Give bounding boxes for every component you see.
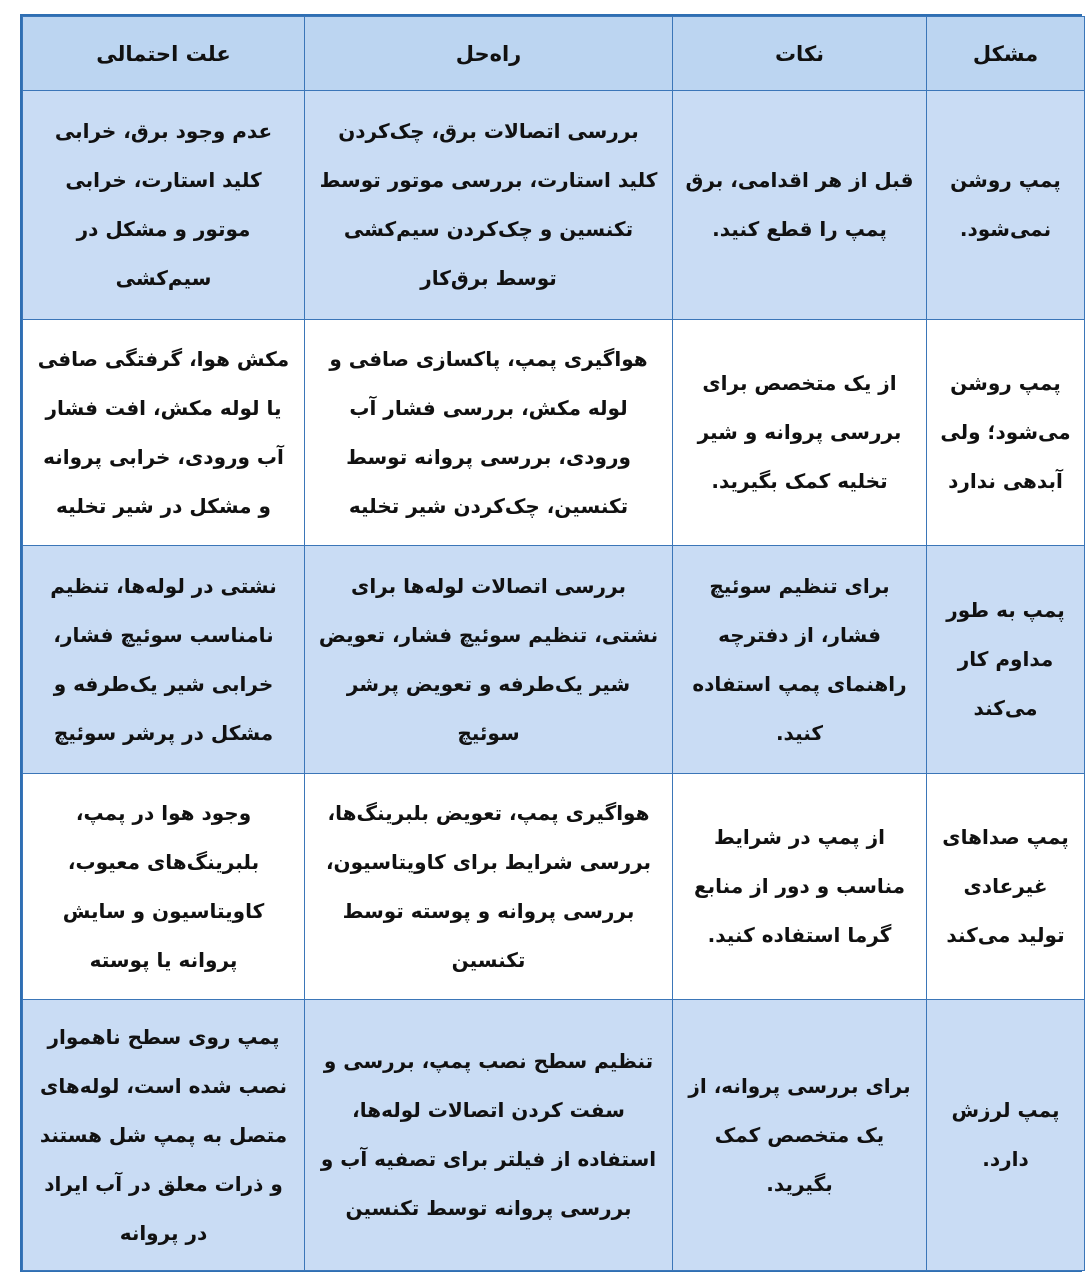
cell-solution: تنظیم سطح نصب پمپ، بررسی و سفت کردن اتصالات لوله‌ها، استفاده از فیلتر برای تصفیه آب و بررسی پروانه توسط تکنسین [305, 1000, 673, 1271]
table-row [23, 320, 1085, 546]
cell-solution: هواگیری پمپ، پاکسازی صافی و لوله مکش، بررسی فشار آب ورودی، بررسی پروانه توسط تکنسین، چک‌کردن شیر تخلیه [305, 320, 673, 546]
header-cause: علت احتمالی [23, 17, 305, 91]
table-row [23, 1000, 1085, 1271]
cell-solution: بررسی اتصالات لوله‌ها برای نشتی، تنظیم سوئیچ فشار، تعویض شیر یک‌طرفه و تعویض پرشر سوئیچ [305, 546, 673, 774]
cell-problem: پمپ صداهای غیرعادی تولید می‌کند [927, 774, 1085, 1000]
table-header-row [23, 17, 1085, 91]
table-row [23, 91, 1085, 320]
cell-solution: هواگیری پمپ، تعویض بلبرینگ‌ها، بررسی شرایط برای کاویتاسیون، بررسی پروانه و پوسته توسط تکنسین [305, 774, 673, 1000]
cell-solution: بررسی اتصالات برق، چک‌کردن کلید استارت، بررسی موتور توسط تکنسین و چک‌کردن سیم‌کشی توسط برق‌کار [305, 91, 673, 320]
cell-problem: پمپ روشن نمی‌شود. [927, 91, 1085, 320]
cell-cause: وجود هوا در پمپ، بلبرینگ‌های معیوب، کاویتاسیون و سایش پروانه یا پوسته [23, 774, 305, 1000]
table-row [23, 774, 1085, 1000]
cell-notes: برای بررسی پروانه، از یک متخصص کمک بگیرید. [673, 1000, 927, 1271]
troubleshooting-table-container [20, 14, 1082, 1272]
cell-problem: پمپ لرزش دارد. [927, 1000, 1085, 1271]
troubleshooting-table [22, 16, 1085, 1271]
cell-cause: عدم وجود برق، خرابی کلید استارت، خرابی موتور و مشکل در سیم‌کشی [23, 91, 305, 320]
cell-cause: مکش هوا، گرفتگی صافی یا لوله مکش، افت فشار آب ورودی، خرابی پروانه و مشکل در شیر تخلیه [23, 320, 305, 546]
cell-problem: پمپ روشن می‌شود؛ ولی آبدهی ندارد [927, 320, 1085, 546]
header-problem: مشکل [927, 17, 1085, 91]
header-solution: راه‌حل [305, 17, 673, 91]
cell-notes: از پمپ در شرایط مناسب و دور از منابع گرما استفاده کنید. [673, 774, 927, 1000]
cell-notes: برای تنظیم سوئیچ فشار، از دفترچه راهنمای پمپ استفاده کنید. [673, 546, 927, 774]
table-row [23, 546, 1085, 774]
header-notes: نکات [673, 17, 927, 91]
cell-cause: نشتی در لوله‌ها، تنظیم نامناسب سوئیچ فشار، خرابی شیر یک‌طرفه و مشکل در پرشر سوئیچ [23, 546, 305, 774]
cell-problem: پمپ به طور مداوم کار می‌کند [927, 546, 1085, 774]
cell-notes: از یک متخصص برای بررسی پروانه و شیر تخلیه کمک بگیرید. [673, 320, 927, 546]
cell-cause: پمپ روی سطح ناهموار نصب شده است، لوله‌های متصل به پمپ شل هستند و ذرات معلق در آب ایراد در پروانه [23, 1000, 305, 1271]
cell-notes: قبل از هر اقدامی، برق پمپ را قطع کنید. [673, 91, 927, 320]
